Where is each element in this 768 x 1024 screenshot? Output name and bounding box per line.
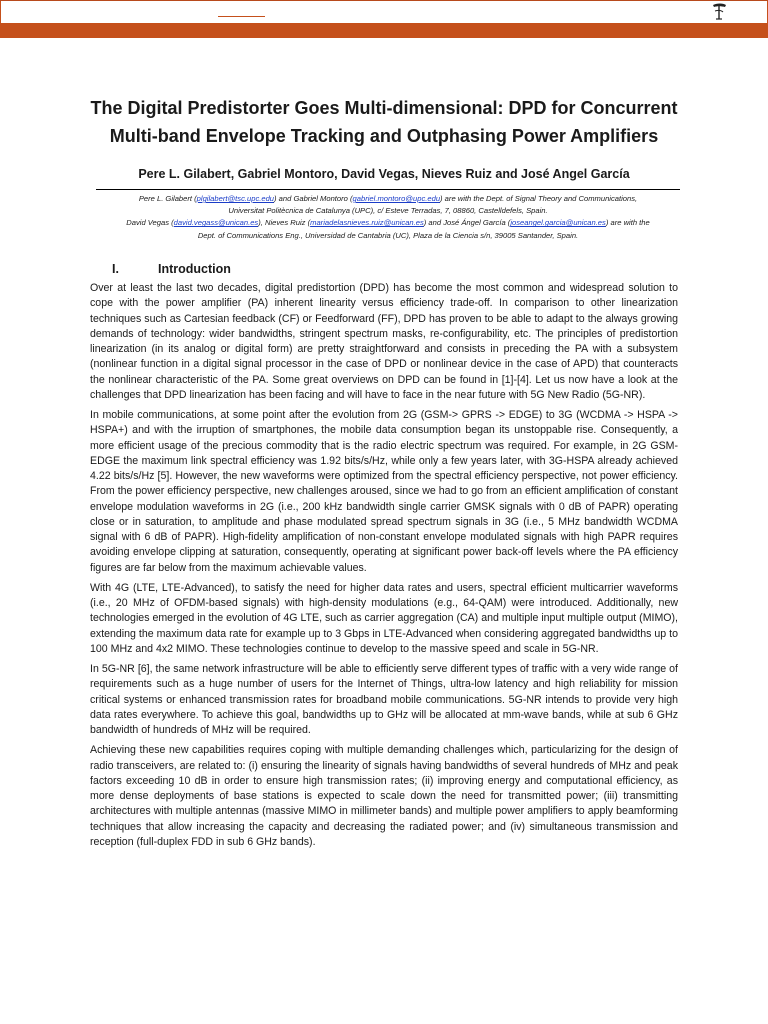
paragraph: With 4G (LTE, LTE-Advanced), to satisfy the need for higher data rates and users, spectral efficient multicarrier waveforms (i.e., 20 MHz of OFDM-based signals) with high-density modulations (e.g., 64-QAM) were introduced. Additionally, new technologies emerged in the evolution of 4G LTE, such as carrier aggregation (CA) and multiple input multiple output (MIMO), extending the maximum data rate for example up to 3 Gbps in LTE-Advanced when considering aggregated bandwidths up to 100 MHz and 4x2 MIMO. These technologies continue to develop to the massive speed and scale in 5G-NR. bbox=[90, 581, 678, 655]
paragraph: In 5G-NR [6], the same network infrastructure will be able to efficiently serve different types of traffic with a very wide range of requirements such as a huge number of users for the Internet of Things, ultra-low latency and high reliability for mission critical systems or enhanced transmission rates for broadband mobile communications. 5G-NR intends to provide very high data rates everywhere. To achieve this goal, bandwidths up to GHz will be allocated at mm-wave bands, while at sub 6 GHz bandwidth of hundreds of MHz will be required. bbox=[90, 663, 678, 736]
body-text bbox=[90, 281, 678, 855]
affiliation-2-line-2: Dept. of Communications Eng., Universidad de Cantabria (UC), Plaza de la Ciencia s/n, 39005 Santander, Spain. bbox=[197, 230, 579, 240]
email-link[interactable]: gabriel.montoro@upc.edu bbox=[352, 194, 441, 203]
title-line: The Digital Predistorter Goes Multi-dimensional: DPD for Concurrent bbox=[90, 98, 678, 118]
email-link[interactable]: mariadelasnieves.ruiz@unican.es bbox=[310, 218, 424, 228]
section-title: Introduction bbox=[158, 262, 231, 276]
title-line: Multi-band Envelope Tracking and Outphasing Power Amplifiers bbox=[109, 126, 659, 146]
affiliation-1-line-1: Pere L. Gilabert (plgilabert@tsc.upc.edu) and Gabriel Montoro (gabriel.montoro@upc.edu) are with the Dept. of Signal Theory and Communications, bbox=[138, 194, 638, 203]
header-short-rule bbox=[218, 16, 265, 17]
paragraph: Achieving these new capabilities requires coping with multiple demanding challenges which, particularizing for the design of radio transceivers, are related to: (i) ensuring the linearity of signals having bandwidths of several hundreds of MHz and peak factors exceeding 10 dB in order to ensure high transmission rates; (ii) improving energy and computational efficiency, as more dense deployments of base stations is expected to scale down the need for transmitted power; (iii) transmitting architectures with multiple antennas (massive MIMO in millimeter bands) and multiple power amplifiers to apply beamforming techniques that allow increasing the capacity and decreasing the radiated power; and (iv) simultaneous transmission and reception (full-duplex FDD in sub 6 GHz bands). bbox=[90, 744, 678, 848]
header-orange-band bbox=[0, 23, 768, 38]
header-left-rule bbox=[0, 1, 1, 23]
email-link[interactable]: joseangel.garcia@unican.es bbox=[510, 218, 606, 228]
quill-logo-icon bbox=[710, 2, 728, 22]
affiliations bbox=[96, 189, 680, 242]
author-list: Pere L. Gilabert, Gabriel Montoro, David Vegas, Nieves Ruiz and José Angel García bbox=[138, 167, 630, 181]
affiliation-1-line-2: Universitat Politècnica de Catalunya (UPC), c/ Esteve Terradas, 7, 08860, Castelldefels, Spain. bbox=[228, 206, 548, 216]
email-link[interactable]: david.vegass@unican.es bbox=[173, 218, 259, 228]
email-link[interactable]: plgilabert@tsc.upc.edu bbox=[196, 194, 275, 203]
paper-title bbox=[60, 94, 708, 150]
affiliation-2-line-1: David Vegas (david.vegass@unican.es), Nieves Ruiz (mariadelasnieves.ruiz@unican.es) and José Ángel García (joseangel.garcia@unican.es) are with the bbox=[126, 218, 650, 228]
page-header-bar bbox=[0, 0, 768, 37]
paragraph: In mobile communications, at some point after the evolution from 2G (GSM-> GPRS -> EDGE) to 3G (WCDMA -> HSPA -> HSPA+) and with the irruption of smartphones, the mobile data consumption began its unstoppable rise. Consequently, a more efficient usage of the precious commodity that is the radio electric spectrum was required. For example, in 2G GSM-EDGE the maximum link spectral efficiency was 1.92 bits/s/Hz, while only a few years later, with 3G-HSPA already achieved 4.22 bits/s/Hz [5]. However, the new waveforms were optimized from the spectral efficiency perspective, not power efficiency. From the power efficiency perspective, new challenges aroused, since we had to go from an efficient amplification of constant envelope modulation waveforms in 2G (i.e., 200 kHz bandwidth single carrier GMSK signals with 0 dB of PAPR) operating close or in saturation, to amplitude and phase modulated spread spectrum signals in 3G (i.e., 5 MHz bandwidth WCDMA signal with 6 dB of PAPR). High-fidelity amplification of non-constant envelope modulated signals with high PAPR requires avoiding envelope clipping at saturation, consequently, operating at significant power back-off levels where the PA efficiency figures are far below from the maximum achievable values. bbox=[90, 409, 678, 574]
paragraph: Over at least the last two decades, digital predistortion (DPD) has become the most common and widespread solution to cope with the power amplifier (PA) inherent linearity versus efficiency trade-off. In comparison to other linearization techniques such as Cartesian feedback (CF) or Feedforward (FF), DPD has proven to be able to adapt to the always growing demands of technology: wider bandwidths, stringent spectrum masks, re-configurability, etc. The principles of predistortion linearization (in its analog or digital form) are pretty straightforward and consists in preceding the PA with a subsystem (nonlinear function in a digital signal processor in the case of DPD or nonlinear device in the case of APD) that counteracts the nonlinear characteristic of the PA. Some great overviews on DPD can be found in [1]-[4]. Let us now have a look at the challenges that DPD linearization has been facing and will have to face in the near future with 5G New Radio (5G-NR). bbox=[90, 282, 678, 401]
section-number: I. bbox=[112, 262, 119, 276]
section-heading bbox=[112, 261, 231, 277]
